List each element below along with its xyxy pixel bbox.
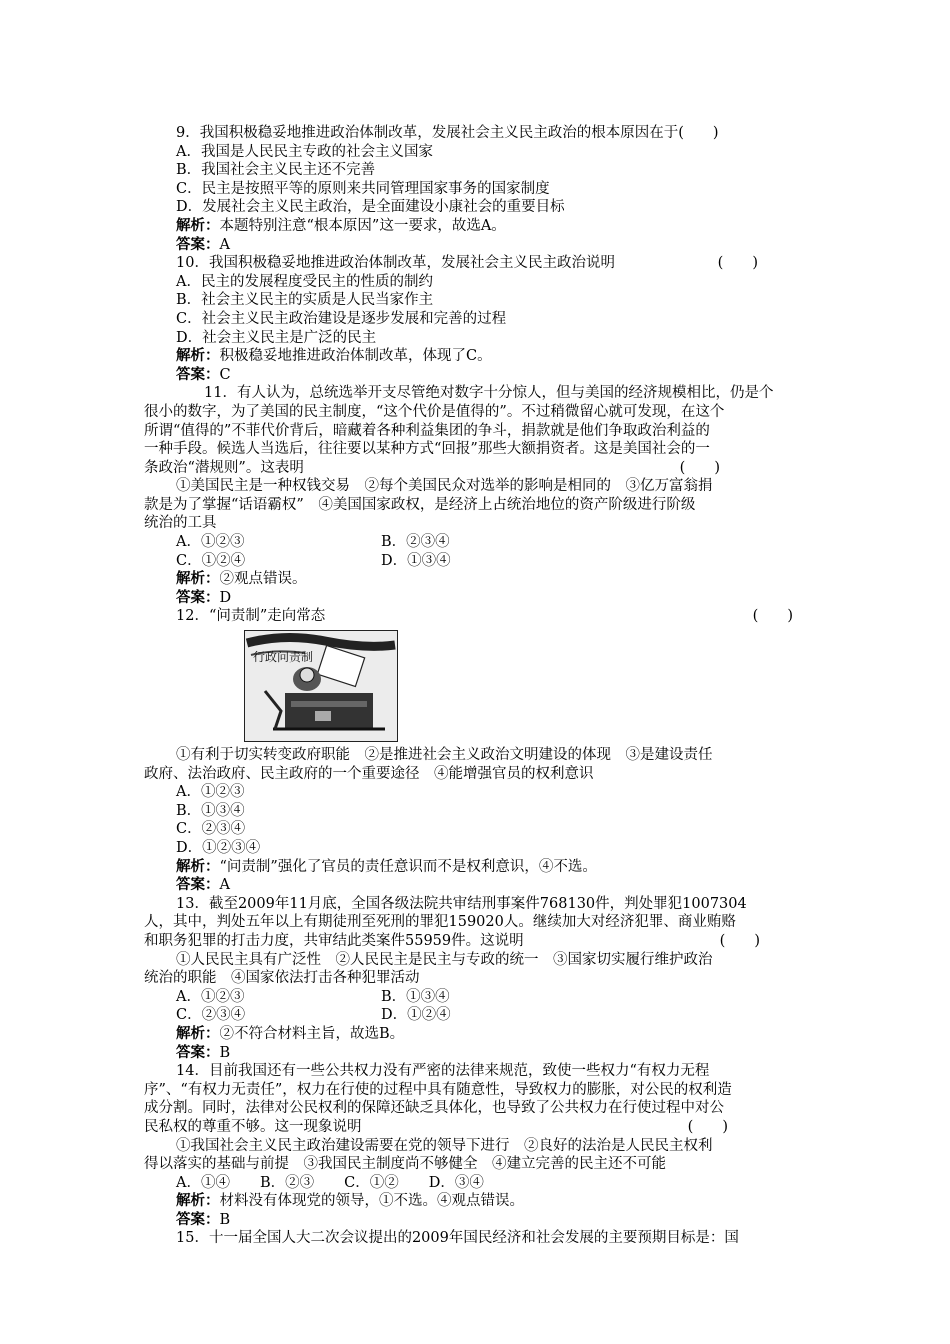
stem-line: 所谓“值得的”不菲代价背后，暗藏着各种利益集团的争斗，捐款就是他们争取政治利益的 — [144, 422, 710, 439]
option-d: D．①②④ — [381, 1007, 451, 1024]
analysis — [176, 347, 808, 366]
stem-line — [144, 459, 808, 478]
stem-line: 人，其中，判处五年以上有期徒刑至死刑的罪犯159020人。继续加大对经济犯罪、商业贿赂 — [144, 914, 736, 931]
option-c: C．②③④ — [176, 1007, 246, 1024]
option-a: A．①②③ — [176, 534, 245, 551]
option-d: D．③④ — [428, 1174, 484, 1191]
answer-text: B — [219, 1044, 231, 1061]
option-a: A．我国是人民民主专政的社会主义国家 — [176, 143, 433, 160]
question-14 — [144, 1062, 808, 1229]
option-row — [176, 552, 808, 571]
question-13 — [144, 895, 808, 1062]
option-a: A．①②③ — [176, 988, 245, 1005]
cartoon-caption: 行政问责制 — [253, 650, 314, 665]
statement-line: 统治的工具 — [144, 515, 217, 532]
analysis-label: 解析： — [176, 216, 220, 234]
answer-label: 答案： — [176, 876, 220, 894]
answer-label: 答案： — [176, 365, 220, 383]
stem-line: 很小的数字，为了美国的民主制度，“这个代价是值得的”。不过稍微留心就可发现，在这个 — [144, 403, 725, 420]
analysis — [176, 570, 808, 589]
analysis-text: ②不符合材料主旨，故选B。 — [219, 1025, 405, 1042]
stem-line: 成分割。同时，法律对公民权利的保障还缺乏具体化，也导致了公共权力在行使过程中对公 — [144, 1100, 724, 1117]
statement-line: 款是为了掌握“话语霸权” ④美国国家政权，是经济上占统治地位的资产阶级进行阶级 — [144, 496, 696, 513]
analysis-label: 解析： — [176, 570, 220, 588]
answer-text: C — [219, 366, 231, 383]
option-b: B．②③ — [259, 1174, 315, 1191]
answer — [176, 1211, 808, 1230]
statement-line: ①有利于切实转变政府职能 ②是推进社会主义政治文明建设的体现 ③是建设责任 — [176, 747, 713, 764]
statement-line: ①美国民主是一种权钱交易 ②每个美国民众对选举的影响是相同的 ③亿万富翁捐 — [176, 478, 713, 495]
stem-line: 序”、“有权力无责任”，权力在行使的过程中具有随意性，导致权力的膨胀，对公民的权利造 — [144, 1081, 732, 1098]
question-11 — [144, 384, 808, 607]
analysis — [176, 217, 808, 236]
stem-line — [144, 932, 808, 951]
answer — [176, 366, 808, 385]
answer — [176, 236, 808, 255]
answer — [176, 589, 808, 608]
option-d: D．社会主义民主是广泛的民主 — [176, 329, 377, 346]
option-c: C．①② — [344, 1174, 399, 1191]
statement-line: ①人民民主具有广泛性 ②人民民主是民主与专政的统一 ③国家切实履行维护政治 — [176, 951, 713, 968]
stem-line: 11．有人认为，总统选举开支尽管绝对数字十分惊人，但与美国的经济规模相比，仍是个 — [204, 385, 774, 402]
answer-blank: ( ) — [687, 1118, 728, 1135]
statement-line: ①我国社会主义民主政治建设需要在党的领导下进行 ②良好的法治是人民民主权利 — [176, 1137, 713, 1154]
answer — [176, 1044, 808, 1063]
statement-line: 得以落实的基础与前提 ③我国民主制度尚不够健全 ④建立完善的民主还不可能 — [144, 1156, 666, 1173]
statement-line: 统治的职能 ④国家依法打击各种犯罪活动 — [144, 970, 420, 987]
answer-label: 答案： — [176, 235, 220, 253]
cartoon-drawing — [245, 631, 397, 741]
question-12 — [144, 607, 808, 894]
option-b: B．我国社会主义民主还不完善 — [176, 162, 376, 179]
statement-line: 政府、法治政府、民主政府的一个重要途径 ④能增强官员的权利意识 — [144, 765, 594, 782]
analysis-label: 解析： — [176, 1192, 220, 1210]
option-b: B．社会主义民主的实质是人民当家作主 — [176, 292, 434, 309]
cartoon-image — [244, 630, 398, 742]
analysis-text: ②观点错误。 — [219, 571, 307, 588]
option-a: A．①②③ — [176, 784, 245, 801]
stem-line: 一种手段。候选人当选后，往往要以某种方式“回报”那些大额捐资者。这是美国社会的一 — [144, 441, 710, 458]
option-row — [176, 533, 808, 552]
option-b: B．①③④ — [176, 802, 245, 819]
option-a: A．民主的发展程度受民主的性质的制约 — [176, 273, 433, 290]
question-15 — [176, 1229, 808, 1248]
question-stem-text: 12．“问责制”走向常态 — [176, 608, 326, 625]
question-9 — [176, 124, 808, 254]
stem-line-text: 和职务犯罪的打击力度，共审结此类案件55959件。这说明 — [144, 932, 524, 949]
question-stem: 15．十一届全国人大二次会议提出的2009年国民经济和社会发展的主要预期目标是：国 — [176, 1230, 739, 1247]
question-stem: 9．我国积极稳妥地推进政治体制改革，发展社会主义民主政治的根本原因在于( ) — [176, 125, 719, 141]
option-row — [176, 988, 808, 1007]
analysis — [176, 1025, 808, 1044]
analysis-text: “问责制”强化了官员的责任意识而不是权利意识，④不选。 — [219, 858, 597, 875]
stem-line-text: 条政治“潜规则”。这表明 — [144, 459, 304, 476]
stem-line-text: 民私权的尊重不够。这一现象说明 — [144, 1118, 362, 1135]
option-c: C．②③④ — [176, 821, 246, 838]
analysis — [176, 858, 808, 877]
answer-text: A — [219, 877, 230, 894]
stem-line: 13．截至2009年11月底，全国各级法院共审结刑事案件768130件，判处罪犯1007304 — [176, 895, 747, 912]
answer-blank: ( ) — [717, 255, 758, 272]
answer — [176, 876, 808, 895]
option-c: C．民主是按照平等的原则来共同管理国家事务的国家制度 — [176, 180, 550, 197]
option-a: A．①④ — [176, 1174, 230, 1191]
question-10 — [176, 254, 808, 384]
answer-text: B — [219, 1211, 231, 1228]
option-row — [176, 1174, 808, 1193]
answer-blank: ( ) — [719, 932, 760, 949]
analysis-label: 解析： — [176, 1024, 220, 1042]
question-stem — [176, 607, 808, 626]
stem-line — [144, 1118, 808, 1137]
option-b: B．①③④ — [381, 988, 450, 1005]
question-content — [144, 124, 808, 1248]
analysis-label: 解析： — [176, 347, 220, 365]
option-b: B．②③④ — [381, 534, 450, 551]
answer-label: 答案： — [176, 588, 220, 606]
answer-label: 答案： — [176, 1210, 220, 1228]
analysis-text: 积极稳妥地推进政治体制改革，体现了C。 — [219, 348, 492, 365]
answer-text: A — [219, 236, 230, 253]
option-c: C．社会主义民主政治建设是逐步发展和完善的过程 — [176, 310, 507, 327]
option-c: C．①②④ — [176, 552, 246, 569]
answer-label: 答案： — [176, 1043, 220, 1061]
option-d: D．①③④ — [381, 552, 451, 569]
question-stem — [176, 254, 808, 273]
analysis-text: 材料没有体现党的领导，①不选。④观点错误。 — [219, 1193, 524, 1210]
analysis-label: 解析： — [176, 857, 220, 875]
analysis-text: 本题特别注意“根本原因”这一要求，故选A。 — [219, 217, 506, 234]
answer-blank: ( ) — [752, 608, 793, 625]
answer-blank: ( ) — [679, 459, 720, 476]
stem-line: 14．目前我国还有一些公共权力没有严密的法律来规范，致使一些权力“有权力无程 — [176, 1063, 710, 1080]
option-d: D．①②③④ — [176, 840, 261, 856]
analysis — [176, 1192, 808, 1211]
question-stem-text: 10．我国积极稳妥地推进政治体制改革，发展社会主义民主政治说明 — [176, 255, 615, 272]
answer-text: D — [219, 589, 232, 606]
option-d: D．发展社会主义民主政治，是全面建设小康社会的重要目标 — [176, 199, 565, 216]
option-row — [176, 1006, 808, 1025]
